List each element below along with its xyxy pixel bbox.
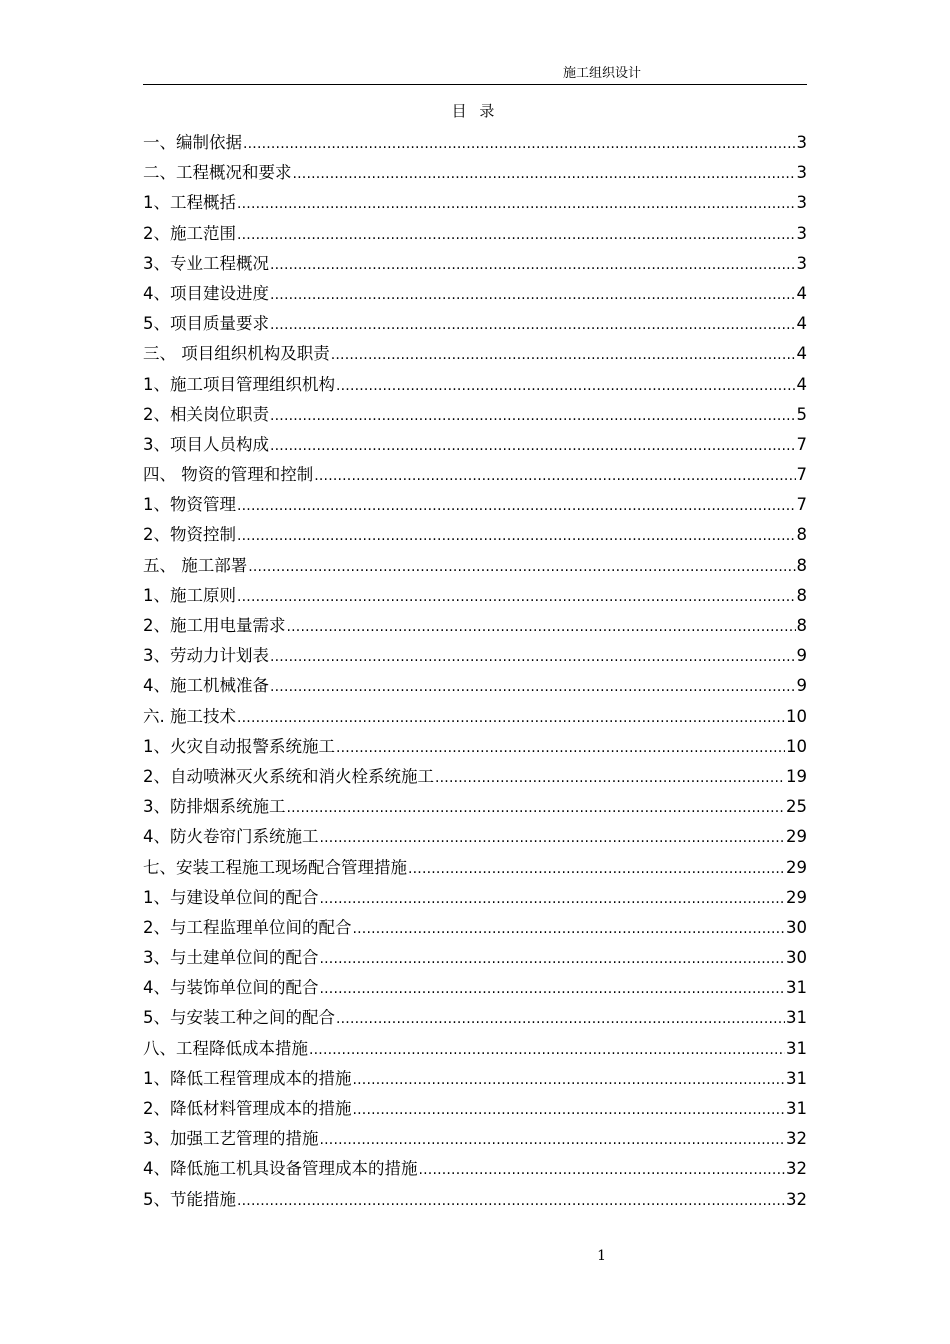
toc-entry-title: 三、 项目组织机构及职责 [143, 344, 330, 364]
toc-entry-page: 30 [786, 948, 807, 968]
toc-entry[interactable] [143, 219, 807, 249]
toc-dot-leader [336, 733, 785, 763]
toc-entry[interactable] [143, 158, 807, 188]
toc-entry-page: 4 [796, 344, 807, 364]
header-divider [143, 84, 807, 85]
toc-dot-leader [293, 159, 796, 189]
toc-dot-leader [353, 1065, 786, 1095]
toc-entry[interactable] [143, 1003, 807, 1033]
toc-entry[interactable] [143, 188, 807, 218]
toc-entry-title: 2、施工用电量需求 [143, 616, 286, 635]
toc-entry[interactable] [143, 460, 807, 490]
toc-entry-title: 五、 施工部署 [143, 555, 248, 575]
toc-entry-title: 4、与装饰单位间的配合 [143, 978, 319, 998]
toc-entry-title: 4、降低施工机具设备管理成本的措施 [143, 1159, 418, 1179]
toc-dot-leader [419, 1155, 786, 1185]
toc-heading: 目 录 [451, 102, 499, 120]
toc-entry-title: 一、编制依据 [143, 133, 242, 152]
toc-entry-title: 3、项目人员构成 [143, 434, 269, 454]
toc-entry[interactable] [143, 249, 807, 279]
toc-entry-page: 9 [796, 646, 807, 666]
toc-entry-title: 3、防排烟系统施工 [143, 797, 286, 817]
toc-dot-leader [237, 1186, 785, 1216]
toc-dot-leader [243, 129, 796, 159]
toc-entry-title: 1、与建设单位间的配合 [143, 887, 319, 907]
toc-entry-page: 8 [796, 585, 807, 605]
toc-dot-leader [270, 250, 796, 280]
toc-entry[interactable] [143, 822, 807, 852]
toc-entry-title: 3、劳动力计划表 [143, 646, 269, 666]
toc-dot-leader [320, 944, 786, 974]
toc-entry-title: 二、工程概况和要求 [143, 163, 292, 183]
toc-entry-title: 1、物资管理 [143, 495, 236, 515]
toc-entry[interactable] [143, 279, 807, 309]
toc-dot-leader [287, 612, 796, 642]
toc-dot-leader [270, 310, 796, 340]
toc-entry[interactable] [143, 430, 807, 460]
toc-entry-title: 1、施工原则 [143, 585, 236, 605]
toc-entry-page: 3 [796, 253, 807, 273]
toc-entry-page: 29 [786, 887, 807, 907]
toc-dot-leader [314, 461, 795, 491]
toc-entry[interactable] [143, 1124, 807, 1154]
toc-entry[interactable] [143, 309, 807, 339]
toc-dot-leader [353, 1095, 786, 1125]
toc-entry-title: 4、施工机械准备 [143, 676, 269, 696]
page-number: 1 [597, 1248, 606, 1264]
toc-entry-title: 1、施工项目管理组织机构 [143, 374, 335, 394]
toc-dot-leader [320, 974, 786, 1004]
toc-entry-page: 8 [796, 616, 807, 635]
table-of-contents [143, 128, 807, 1215]
toc-entry[interactable] [143, 702, 807, 732]
toc-entry[interactable] [143, 913, 807, 943]
toc-entry[interactable] [143, 611, 807, 641]
toc-entry[interactable] [143, 400, 807, 430]
toc-entry[interactable] [143, 732, 807, 762]
toc-entry[interactable] [143, 581, 807, 611]
toc-entry[interactable] [143, 853, 807, 883]
toc-entry-page: 32 [786, 1189, 807, 1209]
toc-entry-title: 1、降低工程管理成本的措施 [143, 1068, 352, 1088]
toc-entry-title: 4、防火卷帘门系统施工 [143, 827, 319, 847]
toc-dot-leader [353, 914, 786, 944]
toc-entry-page: 4 [796, 374, 807, 394]
toc-entry[interactable] [143, 339, 807, 369]
toc-entry-title: 5、与安装工种之间的配合 [143, 1008, 335, 1028]
toc-entry-title: 八、工程降低成本措施 [143, 1038, 308, 1058]
toc-dot-leader [309, 1035, 785, 1065]
toc-entry[interactable] [143, 883, 807, 913]
toc-entry-page: 10 [786, 736, 807, 756]
toc-dot-leader [270, 401, 796, 431]
toc-entry[interactable] [143, 1094, 807, 1124]
toc-dot-leader [435, 763, 785, 793]
toc-entry-page: 7 [796, 495, 807, 515]
toc-entry-page: 3 [796, 133, 807, 152]
toc-entry-page: 9 [796, 676, 807, 696]
toc-dot-leader [287, 793, 786, 823]
toc-entry-page: 4 [796, 283, 807, 303]
toc-entry[interactable] [143, 671, 807, 701]
toc-dot-leader [320, 884, 786, 914]
toc-entry-page: 31 [786, 978, 807, 998]
toc-entry-title: 2、降低材料管理成本的措施 [143, 1099, 352, 1118]
toc-entry[interactable] [143, 490, 807, 520]
toc-entry[interactable] [143, 370, 807, 400]
toc-entry[interactable] [143, 973, 807, 1003]
toc-entry-page: 7 [796, 434, 807, 454]
toc-entry-page: 31 [786, 1099, 807, 1118]
toc-entry-page: 10 [786, 706, 807, 726]
toc-entry-page: 29 [786, 827, 807, 847]
toc-entry-title: 七、安装工程施工现场配合管理措施 [143, 857, 407, 877]
toc-entry[interactable] [143, 1185, 807, 1215]
toc-dot-leader [237, 521, 796, 551]
toc-entry-page: 8 [796, 525, 807, 545]
toc-entry[interactable] [143, 641, 807, 671]
toc-entry-page: 30 [786, 917, 807, 937]
toc-entry-title: 2、相关岗位职责 [143, 404, 269, 424]
toc-entry[interactable] [143, 551, 807, 581]
toc-entry[interactable] [143, 128, 807, 158]
toc-entry-page: 32 [786, 1159, 807, 1179]
toc-entry-title: 四、 物资的管理和控制 [143, 465, 314, 485]
toc-entry-page: 5 [796, 404, 807, 424]
toc-entry-title: 4、项目建设进度 [143, 283, 269, 303]
toc-dot-leader [408, 854, 785, 884]
toc-dot-leader [237, 189, 796, 219]
toc-entry-title: 5、项目质量要求 [143, 314, 269, 334]
toc-entry[interactable] [143, 1154, 807, 1184]
toc-entry-title: 3、专业工程概况 [143, 253, 269, 273]
toc-entry-title: 2、物资控制 [143, 525, 236, 545]
toc-entry[interactable] [143, 1034, 807, 1064]
toc-entry-page: 7 [796, 465, 807, 485]
toc-dot-leader [237, 491, 796, 521]
toc-entry-page: 19 [786, 766, 807, 786]
toc-entry-page: 32 [786, 1129, 807, 1149]
toc-entry-page: 25 [786, 797, 807, 817]
toc-dot-leader [237, 582, 796, 612]
toc-dot-leader [336, 371, 796, 401]
toc-dot-leader [237, 220, 796, 250]
toc-dot-leader [320, 823, 786, 853]
toc-dot-leader [270, 672, 796, 702]
toc-entry[interactable] [143, 792, 807, 822]
toc-dot-leader [336, 1004, 785, 1034]
toc-dot-leader [270, 431, 796, 461]
toc-entry-page: 4 [796, 314, 807, 334]
toc-entry-title: 六. 施工技术 [143, 706, 236, 726]
toc-entry-page: 3 [796, 223, 807, 243]
toc-dot-leader [331, 340, 796, 370]
toc-entry-title: 3、加强工艺管理的措施 [143, 1129, 319, 1149]
toc-entry-page: 31 [786, 1038, 807, 1058]
toc-entry-title: 2、与工程监理单位间的配合 [143, 917, 352, 937]
toc-entry-page: 8 [796, 555, 807, 575]
toc-entry[interactable] [143, 762, 807, 792]
toc-entry-title: 3、与土建单位间的配合 [143, 948, 319, 968]
toc-entry-title: 2、施工范围 [143, 223, 236, 243]
toc-dot-leader [270, 642, 796, 672]
running-header-title: 施工组织设计 [563, 66, 642, 81]
toc-dot-leader [237, 703, 785, 733]
toc-entry[interactable] [143, 1064, 807, 1094]
toc-dot-leader [248, 552, 795, 582]
toc-entry-page: 31 [786, 1068, 807, 1088]
toc-entry[interactable] [143, 520, 807, 550]
toc-entry-title: 5、节能措施 [143, 1189, 236, 1209]
toc-dot-leader [320, 1125, 786, 1155]
toc-entry-title: 1、工程概括 [143, 193, 236, 213]
toc-entry-title: 1、火灾自动报警系统施工 [143, 736, 335, 756]
toc-entry-title: 2、自动喷淋灭火系统和消火栓系统施工 [143, 766, 434, 786]
toc-entry-page: 3 [796, 163, 807, 183]
toc-entry[interactable] [143, 943, 807, 973]
toc-entry-page: 31 [786, 1008, 807, 1028]
toc-dot-leader [270, 280, 796, 310]
toc-entry-page: 3 [796, 193, 807, 213]
toc-entry-page: 29 [786, 857, 807, 877]
